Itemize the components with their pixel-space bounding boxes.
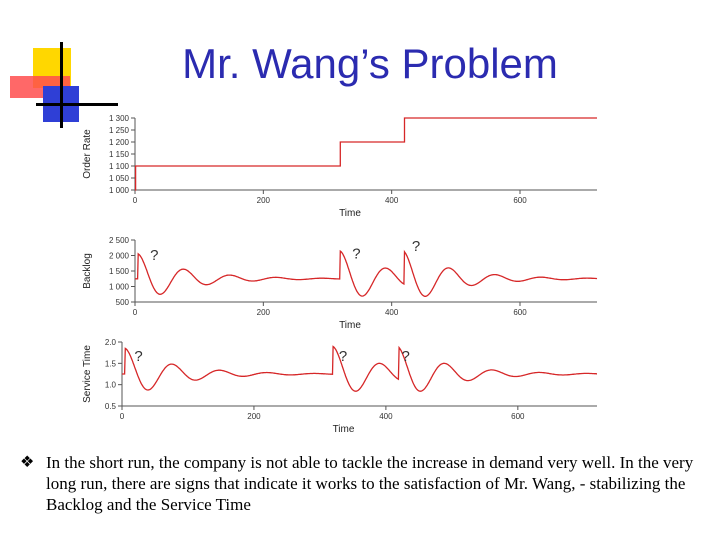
x-axis-label: Time <box>332 424 355 435</box>
x-tick-label: 0 <box>132 196 138 205</box>
question-mark-annotation: ? <box>411 237 421 255</box>
y-tick-label: 2 000 <box>108 251 129 261</box>
x-tick-label: 200 <box>256 196 271 205</box>
bullet-text: In the short run, the company is not able to tackle the increase in demand very well. In the very long run, there are signs that indicate it works to the satisfaction of Mr. Wang, - stabilizing the Backlog and the Service Time <box>46 453 694 514</box>
x-tick-label: 200 <box>247 412 261 421</box>
x-tick-label: 0 <box>119 412 125 421</box>
question-mark-annotation: ? <box>401 348 410 366</box>
y-tick-label: 500 <box>115 298 129 307</box>
y-tick-label: 1 050 <box>108 174 129 183</box>
chart-panel-1 <box>82 114 597 219</box>
y-tick-label: 1 150 <box>108 150 129 159</box>
series-line <box>135 118 597 190</box>
y-tick-label: 1.0 <box>104 380 116 390</box>
chart-panel-2 <box>82 236 597 331</box>
diamond-bullet-icon: ❖ <box>20 454 35 471</box>
y-tick-label: 1 300 <box>108 114 129 123</box>
x-tick-label: 600 <box>513 196 527 205</box>
question-mark-annotation: ? <box>338 348 348 366</box>
x-tick-label: 400 <box>379 412 393 421</box>
question-mark-annotation: ? <box>134 348 143 366</box>
y-tick-label: 0.5 <box>104 402 116 411</box>
x-tick-label: 400 <box>384 196 399 205</box>
y-tick-label: 1 200 <box>108 138 129 147</box>
x-axis-label: Time <box>339 320 361 331</box>
y-axis-label: Order Rate <box>82 129 93 179</box>
x-tick-label: 0 <box>132 308 138 317</box>
y-tick-label: 1 250 <box>108 126 129 135</box>
chart-panel-3 <box>82 338 597 435</box>
slide-title: Mr. Wang’s Problem <box>182 40 558 87</box>
x-tick-label: 600 <box>511 412 525 421</box>
y-tick-label: 1 000 <box>108 282 129 292</box>
x-axis-label: Time <box>339 208 361 219</box>
x-tick-label: 600 <box>513 308 527 317</box>
y-tick-label: 1 100 <box>108 162 129 171</box>
y-tick-label: 1.5 <box>104 359 116 369</box>
question-mark-annotation: ? <box>150 247 159 265</box>
y-tick-label: 1 000 <box>108 186 129 195</box>
question-mark-annotation: ? <box>352 245 361 263</box>
y-tick-label: 1 500 <box>108 267 129 276</box>
x-tick-label: 400 <box>384 308 399 317</box>
series-line <box>135 251 597 296</box>
charts-area <box>0 100 720 440</box>
x-tick-label: 200 <box>256 308 271 317</box>
bullet-point <box>20 452 710 515</box>
series-line <box>122 347 597 392</box>
y-axis-label: Service Time <box>82 345 93 403</box>
y-tick-label: 2.0 <box>104 338 116 347</box>
y-tick-label: 2 500 <box>108 236 129 245</box>
y-axis-label: Backlog <box>82 253 93 289</box>
